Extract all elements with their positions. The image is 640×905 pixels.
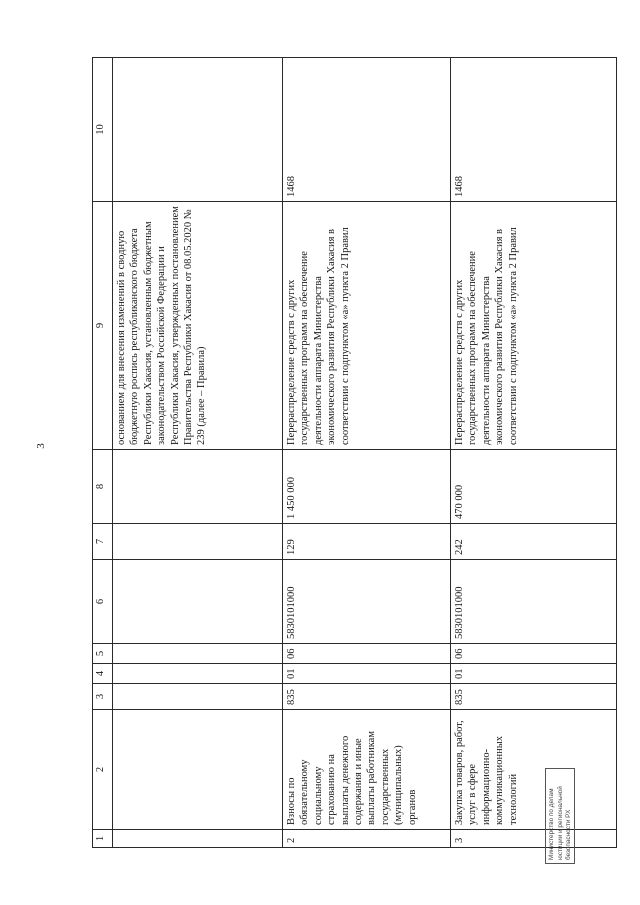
table-cell bbox=[113, 710, 283, 830]
table-cell: 06 bbox=[451, 644, 617, 664]
table-cell: 06 bbox=[283, 644, 451, 664]
table-cell: 01 bbox=[451, 664, 617, 684]
header-cell: 6 bbox=[93, 560, 113, 644]
table-cell bbox=[113, 58, 283, 202]
table-cell: Закупка товаров, работ, услуг в сфере информационно-коммуникационных технологий bbox=[451, 710, 617, 830]
table-cell bbox=[113, 450, 283, 524]
table-cell: 2 bbox=[283, 830, 451, 848]
table-cell bbox=[113, 830, 283, 848]
registration-stamp bbox=[545, 768, 630, 864]
table-cell bbox=[113, 560, 283, 644]
header-cell: 7 bbox=[93, 524, 113, 560]
table-cell: Перераспределение средств с других государственных программ на обеспечение деятельности аппарата Министерства экономического развития Республики Хакасия в соответствии с подпунктом «а» пункта 2 Правил bbox=[283, 202, 451, 450]
table-row bbox=[451, 58, 617, 848]
header-cell: 4 bbox=[93, 664, 113, 684]
table-cell: основанием для внесения изменений в сводную бюджетную роспись республиканского бюджета Республики Хакасия, установленным бюджетным законодательством Российской Федерации и Республики Хакасия, утвержденных постановлением Правительства Республики Хакасия от 08.05.2020 № 239 (далее – Правила) bbox=[113, 202, 283, 450]
stamp-box bbox=[545, 768, 575, 864]
header-cell: 3 bbox=[93, 684, 113, 710]
table-row bbox=[283, 58, 451, 848]
page-number: 3 bbox=[34, 443, 47, 449]
table-cell: 1468 bbox=[283, 58, 451, 202]
table-cell: 835 bbox=[451, 684, 617, 710]
table-cell bbox=[113, 684, 283, 710]
header-cell: 2 bbox=[93, 710, 113, 830]
header-cell: 5 bbox=[93, 644, 113, 664]
table-cell: Взносы по обязательному социальному страхованию на выплаты денежного содержания и иные выплаты работникам государственных (муниципальных) органов bbox=[283, 710, 451, 830]
rotated-table-container bbox=[92, 58, 632, 848]
stamp-line: Министерство по делам bbox=[548, 788, 555, 860]
table-cell: 242 bbox=[451, 524, 617, 560]
table-cell: 3 bbox=[451, 830, 617, 848]
budget-table bbox=[92, 57, 617, 848]
table-cell: 1 450 000 bbox=[283, 450, 451, 524]
table-row bbox=[113, 58, 283, 848]
table-cell bbox=[113, 524, 283, 560]
stamp-line: юстиции и региональной bbox=[556, 786, 564, 860]
header-cell: 9 bbox=[93, 202, 113, 450]
header-cell: 1 bbox=[93, 830, 113, 848]
header-row bbox=[93, 58, 113, 848]
table-cell bbox=[113, 644, 283, 664]
table-cell: 1468 bbox=[451, 58, 617, 202]
table-cell: 01 bbox=[283, 664, 451, 684]
stamp-line: безопасности РХ bbox=[565, 809, 572, 860]
table-cell: 470 000 bbox=[451, 450, 617, 524]
table-cell: Перераспределение средств с других государственных программ на обеспечение деятельности аппарата Министерства экономического развития Республики Хакасия в соответствии с подпунктом «а» пункта 2 Правил bbox=[451, 202, 617, 450]
table-cell: 5830101000 bbox=[283, 560, 451, 644]
table-cell bbox=[113, 664, 283, 684]
table-cell: 835 bbox=[283, 684, 451, 710]
header-cell: 8 bbox=[93, 450, 113, 524]
header-cell: 10 bbox=[93, 58, 113, 202]
table-cell: 129 bbox=[283, 524, 451, 560]
table-cell: 5830101000 bbox=[451, 560, 617, 644]
